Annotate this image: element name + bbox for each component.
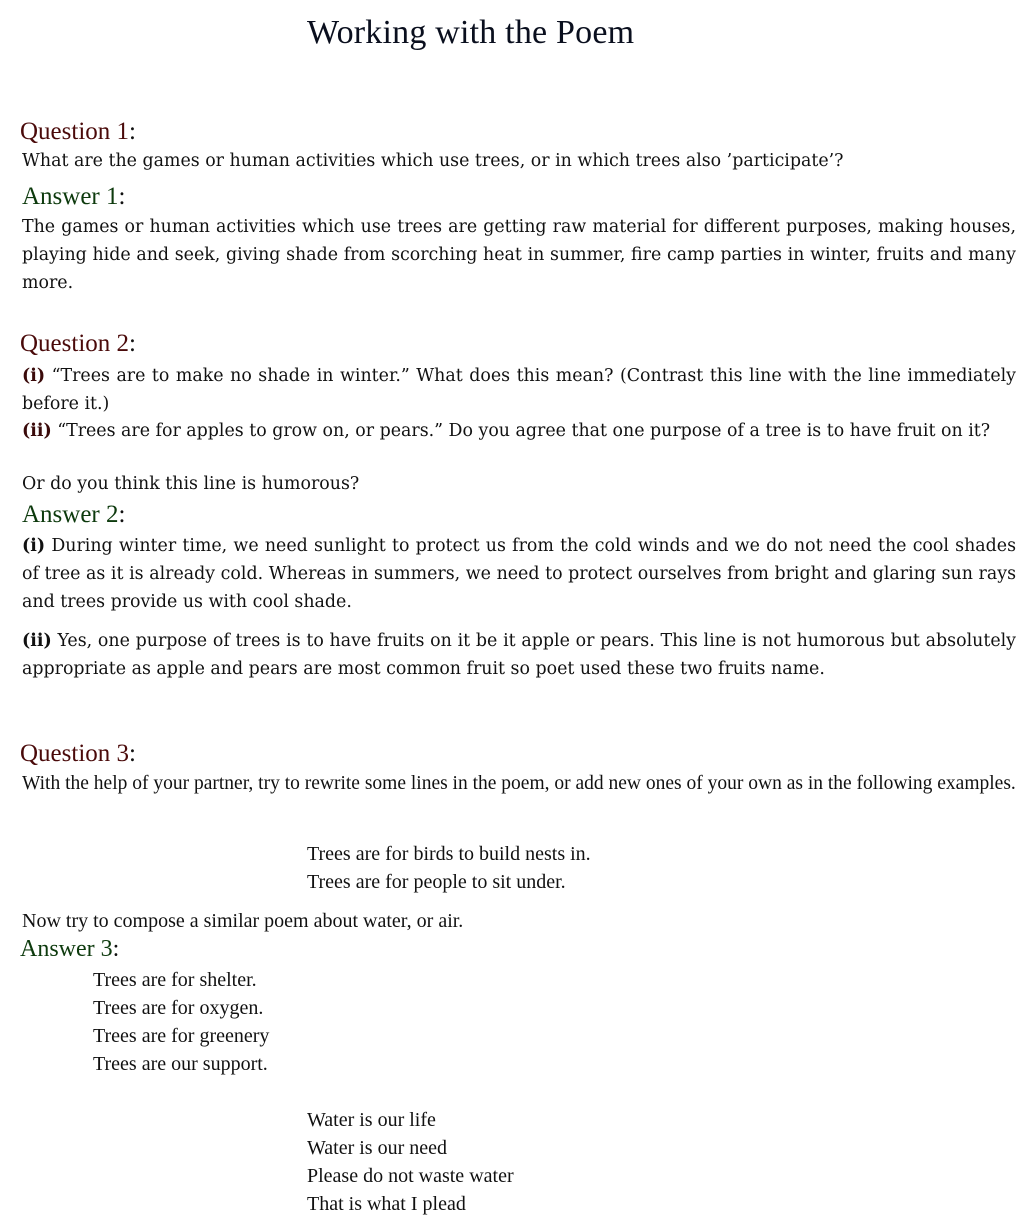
- question-3-followup: Now try to compose a similar poem about water, or air.: [22, 910, 464, 932]
- water-poem: [307, 1106, 514, 1218]
- answer-3-label-text: Answer 3: [20, 936, 113, 962]
- question-2-part-2-text: “Trees are for apples to grow on, or pears.” Do you agree that one purpose of a tree is to have fruit on it?: [57, 421, 991, 441]
- question-2-part-1-text: “Trees are to make no shade in winter.” What does this mean? (Contrast this line with the line immediately before it.): [22, 366, 1016, 414]
- question-3-label: Question 3:: [20, 740, 136, 767]
- page-title: Working with the Poem: [307, 14, 635, 51]
- answer-2-label: Answer 2:: [22, 501, 126, 528]
- answer-2-part-1: [22, 532, 1016, 616]
- question-2-label: Question 2:: [20, 330, 136, 357]
- answer-2-part-1-text: During winter time, we need sunlight to protect us from the cold winds and we do not need the cool shades of tree as it is already cold. Whereas in summers, we need to protect ourselves from bright and glaring sun rays and trees provide us with cool shade.: [22, 536, 1017, 612]
- question-3-label-text: Question 3: [20, 740, 130, 767]
- question-2-part-2-marker: (ii): [22, 421, 52, 441]
- question-1-text: What are the games or human activities which use trees, or in which trees also ’participate’?: [22, 151, 844, 171]
- question-1-label-text: Question 1: [20, 118, 130, 145]
- answer-2-part-1-marker: (i): [22, 536, 46, 556]
- answer-2-part-2-text: Yes, one purpose of trees is to have fruits on it be it apple or pears. This line is not humorous but absolutely appropriate as apple and pears are most common fruit so poet used these two fruits name.: [22, 631, 1017, 679]
- poem-line: Trees are for oxygen.: [93, 997, 264, 1019]
- poem-line: Trees are our support.: [93, 1053, 268, 1075]
- poem-line: That is what I plead: [307, 1193, 466, 1215]
- poem-line: Trees are for greenery: [93, 1025, 270, 1047]
- poem-line: Water is our need: [307, 1137, 447, 1159]
- question-2-part-2: [22, 417, 1016, 445]
- question-2-part-1-marker: (i): [22, 366, 46, 386]
- poem-line: Trees are for shelter.: [93, 969, 257, 991]
- answer-1-label: Answer 1:: [22, 183, 126, 210]
- answer-1-label-text: Answer 1: [22, 183, 119, 210]
- example-line: Trees are for people to sit under.: [307, 871, 566, 893]
- answer-2-part-2: [22, 627, 1016, 683]
- example-line: Trees are for birds to build nests in.: [307, 843, 591, 865]
- answer-2-label-text: Answer 2: [22, 501, 119, 528]
- answer-2-part-2-marker: (ii): [22, 631, 52, 651]
- question-3-text: With the help of your partner, try to rewrite some lines in the poem, or add new ones of your own as in the following examples.: [22, 773, 1016, 794]
- poem-line: Please do not waste water: [307, 1165, 514, 1187]
- trees-poem: [93, 966, 269, 1078]
- poem-line: Water is our life: [307, 1109, 436, 1131]
- answer-1-text: The games or human activities which use trees are getting raw material for different purposes, making houses, playing hide and seek, giving shade from scorching heat in summer, fire camp parties in winter, fruits and many more.: [22, 217, 1016, 293]
- answer-3-label: Answer 3:: [20, 936, 120, 962]
- question-1-label: Question 1:: [20, 118, 136, 145]
- question-2-followup: Or do you think this line is humorous?: [22, 474, 360, 494]
- question-2-label-text: Question 2: [20, 330, 130, 357]
- question-2-part-1: [22, 362, 1016, 418]
- question-3-examples: [307, 840, 591, 896]
